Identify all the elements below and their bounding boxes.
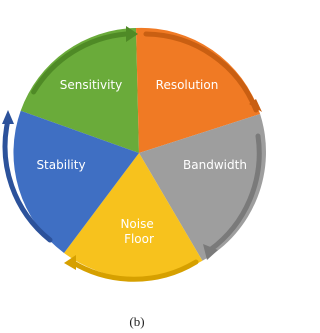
arrowhead-noise-floor-icon	[64, 255, 76, 270]
figure-caption: (b)	[129, 314, 145, 329]
segment-bandwidth-label: Bandwidth	[183, 158, 247, 172]
noise-floor-line-1: Noise	[120, 217, 154, 231]
noise-floor-line-2: Floor	[124, 232, 154, 246]
segment-resolution-label: Resolution	[155, 78, 219, 92]
arrowhead-stability-icon	[2, 110, 14, 124]
segment-sensitivity-label: Sensitivity	[59, 78, 123, 92]
segment-stability-label: Stability	[36, 158, 86, 172]
segment-noise-floor-label	[120, 217, 157, 246]
